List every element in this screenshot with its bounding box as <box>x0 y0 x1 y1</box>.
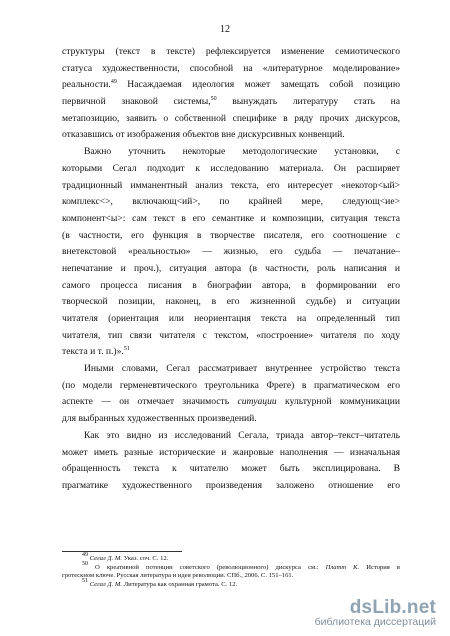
text-line <box>62 178 400 195</box>
text-line <box>62 328 400 345</box>
footnote-50: $^{50}$ О креативной потенции советского (революционного) дискурса см.: Платт К. История в <box>82 560 400 571</box>
footnote-49: $^{49}$ Сегал Д. М. Указ. соч. С. 12. <box>82 552 169 562</box>
page-number: 12 <box>220 24 230 35</box>
text-line <box>62 478 400 495</box>
text-line <box>62 411 400 428</box>
footnote-50-continued: гротескном ключе. Русская литература и идея революции. СПб., 2006. С. 151–161. <box>62 572 294 579</box>
text-segment: Как это видно из исследований Сегала, триада автор–текст–читатель <box>84 429 400 441</box>
footnote-51: $^{51}$ Сегал Д. М. Литература как охранная грамота. С. 12. <box>82 577 238 588</box>
text-line <box>62 461 400 478</box>
footnotes <box>62 552 400 589</box>
text-line <box>62 361 400 378</box>
text-line <box>62 161 400 178</box>
text-segment: обращенность текста к читателю может быть эксплицирована. В <box>62 463 400 475</box>
footnote-ref[interactable]: 50 <box>210 96 217 103</box>
text-segment: Иными словами, Сегал рассматривает внутреннее устройство текста <box>84 363 400 375</box>
text-segment: аспекте — он отмечает значимость <box>62 396 238 408</box>
text-segment: первичной знаковой системы, <box>62 96 211 108</box>
text-segment: читателя, тип связи читателя с текстом, «построение» читателя по ходу <box>62 329 400 341</box>
text-segment: творческой позиции, наконец, в его жизненной судьбе) и ситуации <box>62 296 400 308</box>
text-line <box>62 244 400 261</box>
text-segment: (по модели герменевтического треугольника Фреге) в прагматическом его <box>62 379 400 391</box>
text-segment: текста и т. п.)». <box>62 346 124 358</box>
text-segment: (в частности, его функция в творчестве писателя, его соотношение с <box>62 229 400 241</box>
text-line <box>62 278 400 295</box>
text-line <box>62 94 400 111</box>
text-segment: для выбранных художественных произведений. <box>62 413 257 425</box>
text-segment: традиционный имманентный анализ текста, его интересует «некотор<ый> <box>62 179 400 191</box>
text-segment: культурной коммуникации <box>276 396 400 408</box>
text-segment: метапозицию, заявить о собственной специфике в ряду прочих дискурсов, <box>62 112 400 124</box>
text-segment: Важно уточнить некоторые методологические установки, с <box>84 146 400 158</box>
text-line <box>62 44 400 61</box>
text-segment: Насаждаемая идеология может замещать собой позицию <box>116 79 400 91</box>
text-line <box>62 378 400 395</box>
footnote-ref[interactable]: 51 <box>123 346 130 353</box>
text-line <box>62 261 400 278</box>
text-segment: непечатание и проч.), ситуация автора (в частности, роль написания и <box>62 262 400 274</box>
footnote-ref[interactable]: 49 <box>110 79 117 86</box>
text-segment: самого процесса писания в биографии автора, в формировании его <box>62 279 400 291</box>
dslib-watermark[interactable] <box>315 597 436 628</box>
text-segment: прагматике художественного произведения заложено отношение его <box>62 479 400 491</box>
dslib-subtitle: библиотека диссертаций <box>314 616 436 628</box>
text-line <box>62 127 400 144</box>
text-segment: компонент<ы>: сам текст в его семантике и композиции, ситуация текста <box>62 212 400 224</box>
text-segment: отказавшись от изображения объектов вне дискурсивных конвенций. <box>62 129 345 141</box>
text-line <box>62 228 400 245</box>
text-segment: читателя (ориентация или неориентация текста на определенный тип <box>62 313 400 324</box>
text-line <box>62 394 400 411</box>
body-text <box>62 44 400 495</box>
text-segment: внетекстовой «реальностью» — жизнью, его судьба — печатание– <box>62 246 400 258</box>
text-segment: реальности. <box>62 79 111 91</box>
text-line <box>62 211 400 228</box>
footnote-divider <box>62 551 182 552</box>
text-line <box>62 61 400 78</box>
text-line <box>62 344 400 361</box>
text-segment: комплекс<>, включающ<ий>, по крайней мере, следующ<ие> <box>62 196 400 208</box>
text-line <box>62 111 400 128</box>
text-line <box>62 311 400 328</box>
text-segment: статуса художественности, способной на «литературное моделирование» <box>62 62 400 74</box>
text-line <box>62 144 400 161</box>
text-segment: которыми Сегал подходит к исследованию материала. Он расширяет <box>62 162 400 174</box>
text-segment: вынуждать литературу стать на <box>216 96 400 108</box>
text-line <box>62 194 400 211</box>
text-line <box>62 294 400 311</box>
text-line <box>62 428 400 445</box>
text-segment: структуры (текст в тексте) рефлексируется изменение семиотического <box>62 46 400 57</box>
italic-term: ситуации <box>237 396 277 408</box>
text-segment: может иметь разные исторические и жанровые наполнения — изначальная <box>62 446 400 458</box>
dslib-logo: dsLib.net <box>349 597 436 618</box>
text-line <box>62 445 400 462</box>
text-line <box>62 77 400 94</box>
